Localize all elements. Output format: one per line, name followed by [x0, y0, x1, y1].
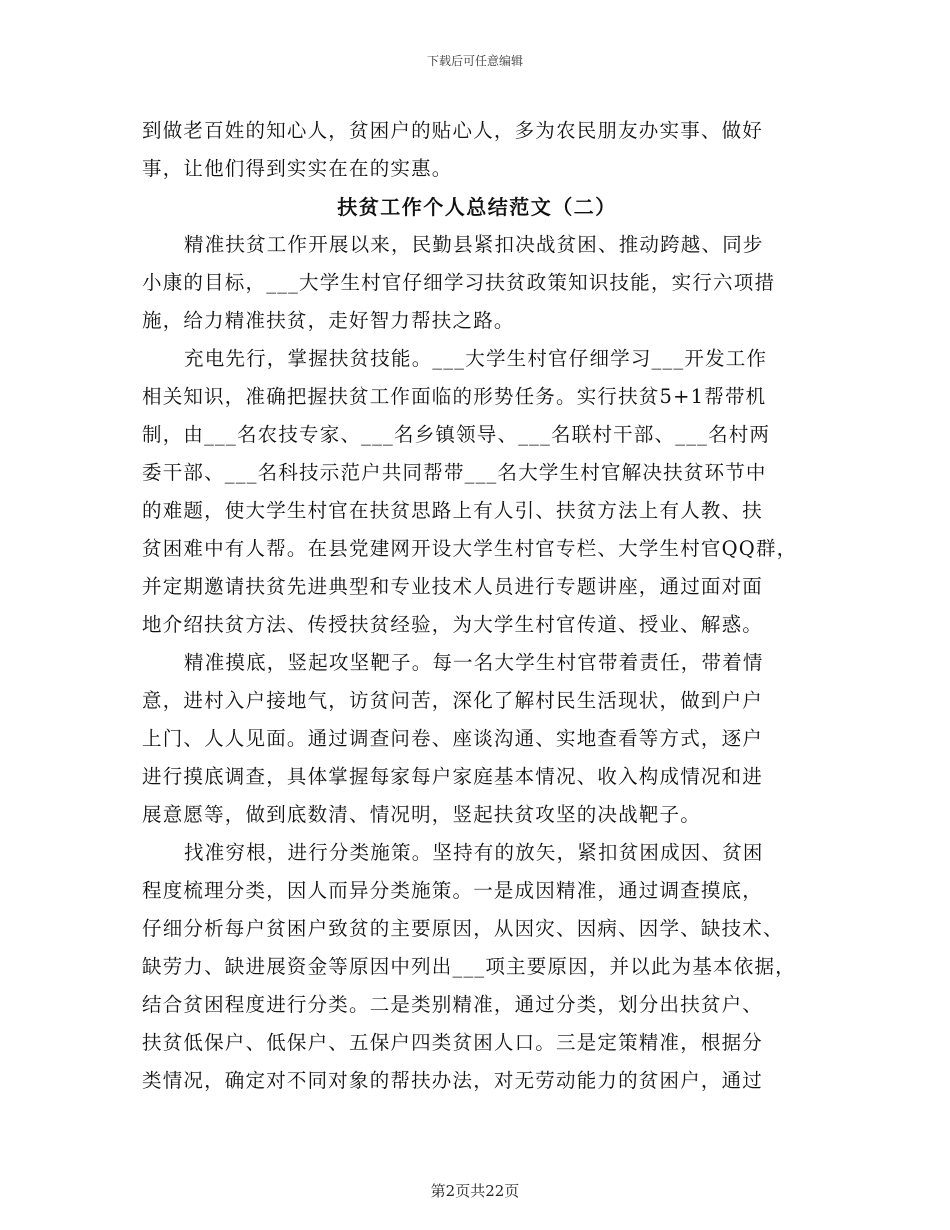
text-line: 制，由___名农技专家、___名乡镇领导、___名联村干部、___名村两: [142, 423, 771, 446]
text-line: 类情况，确定对不同对象的帮扶办法，对无劳动能力的贫困户，通过: [142, 1069, 764, 1092]
page-header-note: 下载后可任意编辑: [426, 54, 523, 68]
text-line: 结合贫困程度进行分类。二是类别精准，通过分类，划分出扶贫户、: [142, 993, 764, 1016]
text-line: 小康的目标，___大学生村官仔细学习扶贫政策知识技能，实行六项措: [142, 271, 776, 294]
text-line: 相关知识，准确把握扶贫工作面临的形势任务。实行扶贫5+1帮带机: [142, 385, 767, 408]
text-line: 展意愿等，做到底数清、情况明，竖起扶贫攻坚的决战靶子。: [142, 803, 701, 826]
text-line: 精准摸底，竖起攻坚靶子。每一名大学生村官带着责任，带着情: [184, 651, 764, 674]
document-body: [142, 112, 812, 1100]
text-line: 意，进村入户接地气，访贫问苦，深化了解村民生活现状，做到户户: [142, 689, 764, 712]
text-line: 贫困难中有人帮。在县党建网开设大学生村官专栏、大学生村官QQ群，: [142, 537, 798, 560]
text-line: 精准扶贫工作开展以来，民勤县紧扣决战贫困、推动跨越、同步: [184, 233, 764, 256]
text-line: 进行摸底调查，具体掌握每家每户家庭基本情况、收入构成情况和进: [142, 765, 764, 788]
text-line: 扶贫低保户、低保户、五保户四类贫困人口。三是定策精准，根据分: [142, 1031, 764, 1054]
text-line: 仔细分析每户贫困户致贫的主要原因，从因灾、因病、因学、缺技术、: [142, 917, 784, 940]
text-line: 充电先行，掌握扶贫技能。___大学生村官仔细学习___开发工作: [184, 347, 768, 370]
text-line: 找准穷根，进行分类施策。坚持有的放矢，紧扣贫困成因、贫困: [184, 841, 764, 864]
text-line: 委干部、___名科技示范户共同帮带___名大学生村官解决扶贫环节中: [142, 461, 767, 484]
text-line: 程度梳理分类，因人而异分类施策。一是成因精准，通过调查摸底，: [142, 879, 764, 902]
text-line: 事，让他们得到实实在在的实惠。: [142, 157, 453, 180]
text-line: 的难题，使大学生村官在扶贫思路上有人引、扶贫方法上有人教、扶: [142, 499, 764, 522]
text-line: 施，给力精准扶贫，走好智力帮扶之路。: [142, 309, 515, 332]
text-line: 缺劳力、缺进展资金等原因中列出___项主要原因，并以此为基本依据，: [142, 955, 796, 978]
text-line: 上门、人人见面。通过调查问卷、座谈沟通、实地查看等方式，逐户: [142, 727, 764, 750]
text-line: 地介绍扶贫方法、传授扶贫经验，为大学生村官传道、授业、解惑。: [142, 613, 764, 636]
text-line: 并定期邀请扶贫先进典型和专业技术人员进行专题讲座，通过面对面: [142, 575, 764, 598]
text-line: 到做老百姓的知心人，贫困户的贴心人，多为农民朋友办实事、做好: [142, 119, 764, 142]
page-number: 第2页共22页: [430, 1182, 520, 1200]
section-title: 扶贫工作个人总结范文（二）: [337, 195, 617, 219]
